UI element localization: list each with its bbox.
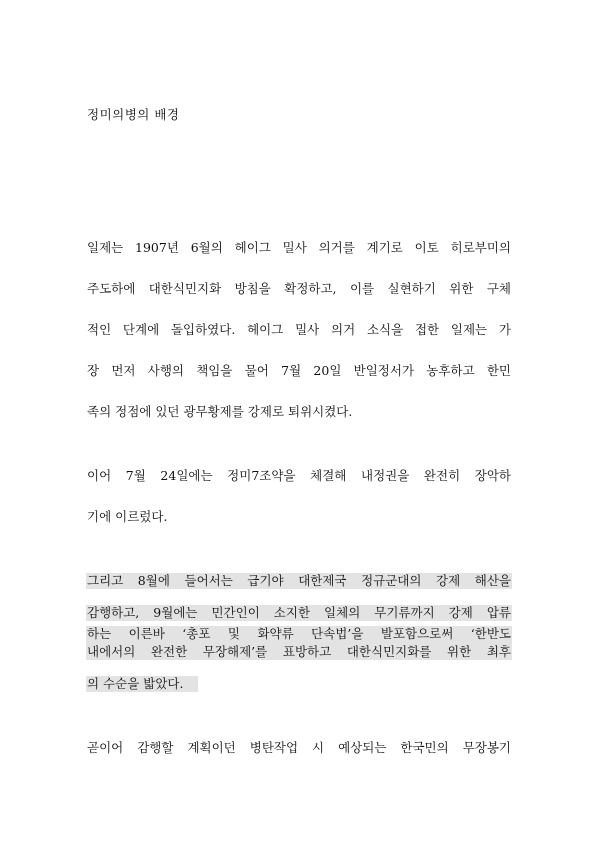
paragraph-3-line-5: 의 수순을 밟았다. xyxy=(87,676,184,691)
paragraph-3-line-4: 내에서의 완전한 무장해제’를 표방하고 대한식민지화를 위한 최후 xyxy=(87,644,511,659)
paragraph-4-line-1: 곧이어 감행할 계획이던 병탄작업 시 예상되는 한국민의 무장봉기 xyxy=(87,740,511,755)
paragraph-3-line-2: 감행하고, 9월에는 민간인이 소지한 일체의 무기류까지 강제 압류 xyxy=(87,605,511,620)
paragraph-1-line-5: 족의 정점에 있던 광무황제를 강제로 퇴위시켰다. xyxy=(87,404,353,419)
document-title: 정미의병의 배경 xyxy=(87,107,180,122)
paragraph-2-line-1: 이어 7월 24일에는 정미7조약을 체결해 내정권을 완전히 장악하 xyxy=(87,468,511,483)
paragraph-1-line-4: 장 먼저 사행의 책임을 물어 7월 20일 반일정서가 농후하고 한민 xyxy=(87,363,511,378)
paragraph-3-line-1: 그리고 8월에 들어서는 급기야 대한제국 정규군대의 강제 해산을 xyxy=(87,573,511,588)
paragraph-2-line-2: 기에 이르렀다. xyxy=(87,509,168,524)
paragraph-1-line-1: 일제는 1907년 6월의 헤이그 밀사 의거를 계기로 이토 히로부미의 xyxy=(87,240,511,255)
paragraph-3-line-3: 하는 이른바 ‘총포 및 화약류 단속법’을 발포함으로써 ‘한반도 xyxy=(87,626,511,641)
paragraph-1-line-2: 주도하에 대한식민지화 방침을 확정하고, 이를 실현하기 위한 구체 xyxy=(87,281,511,296)
paragraph-1-line-3: 적인 단계에 돌입하였다. 헤이그 밀사 의거 소식을 접한 일제는 가 xyxy=(87,322,511,337)
